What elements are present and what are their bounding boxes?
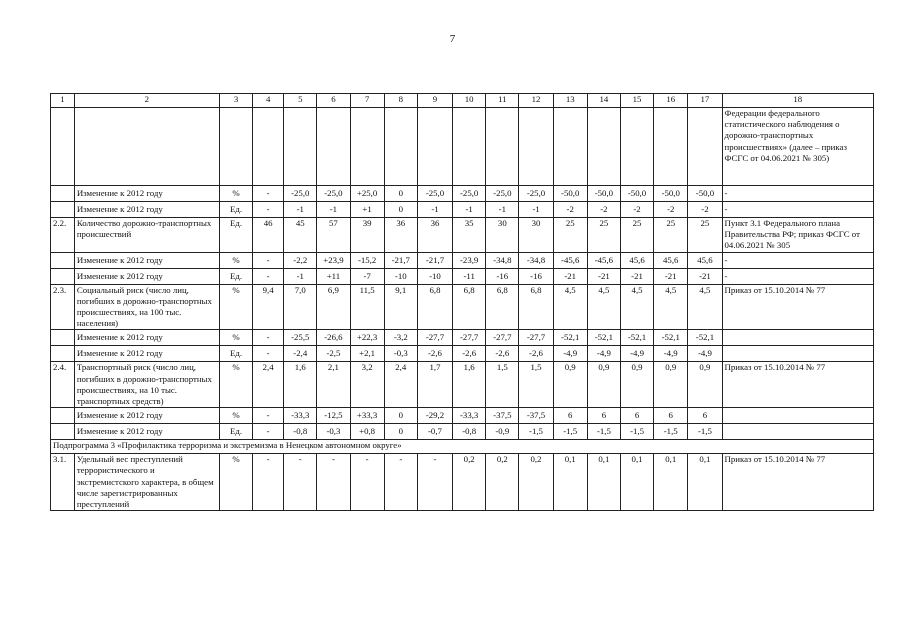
value-cell: +11: [317, 268, 350, 284]
value-cell: -1: [486, 202, 519, 218]
change-row: [51, 268, 874, 284]
value-cell: -0,8: [284, 424, 317, 440]
value-cell: -2,2: [284, 252, 317, 268]
empty-cell: [350, 108, 384, 186]
value-cell: 4,5: [654, 284, 688, 330]
indicator-number: 3.1.: [51, 454, 75, 511]
indicator-unit: %: [219, 454, 252, 511]
value-cell: 6,8: [417, 284, 452, 330]
value-cell: -7: [350, 268, 384, 284]
indicator-name: Изменение к 2012 году: [74, 186, 219, 202]
value-cell: -: [253, 408, 284, 424]
value-cell: -1,5: [688, 424, 722, 440]
header-cell: 6: [317, 94, 350, 108]
value-cell: -25,0: [417, 186, 452, 202]
value-cell: +2,1: [350, 346, 384, 362]
value-cell: -0,9: [486, 424, 519, 440]
value-cell: 7,0: [284, 284, 317, 330]
value-cell: -50,0: [620, 186, 653, 202]
value-cell: 46: [253, 218, 284, 253]
source-cell: [722, 424, 873, 440]
value-cell: -: [384, 454, 417, 511]
indicator-name: Изменение к 2012 году: [74, 424, 219, 440]
value-cell: 1,6: [284, 362, 317, 408]
value-cell: -16: [486, 268, 519, 284]
source-cell: Приказ от 15.10.2014 № 77: [722, 284, 873, 330]
value-cell: -2,4: [284, 346, 317, 362]
value-cell: 1,5: [486, 362, 519, 408]
value-cell: 0,9: [587, 362, 620, 408]
indicator-name: Количество дорожно-транспортных происшествий: [74, 218, 219, 253]
value-cell: +1: [350, 202, 384, 218]
value-cell: -27,7: [519, 330, 553, 346]
indicator-row: [51, 218, 874, 253]
header-cell: 12: [519, 94, 553, 108]
value-cell: -1,5: [553, 424, 587, 440]
empty-cell: [486, 108, 519, 186]
value-cell: 6,8: [486, 284, 519, 330]
change-row: [51, 202, 874, 218]
header-cell: 4: [253, 94, 284, 108]
indicator-unit: Ед.: [219, 346, 252, 362]
header-cell: 10: [453, 94, 486, 108]
header-cell: 15: [620, 94, 653, 108]
value-cell: 1,6: [453, 362, 486, 408]
value-cell: -50,0: [688, 186, 722, 202]
header-cell: 8: [384, 94, 417, 108]
indicator-row: [51, 362, 874, 408]
indicator-number: [51, 346, 75, 362]
value-cell: -1: [284, 268, 317, 284]
empty-cell: [74, 108, 219, 186]
value-cell: 35: [453, 218, 486, 253]
header-cell: 18: [722, 94, 873, 108]
indicator-name: Социальный риск (число лиц, погибших в дорожно-транспортных происшествиях, на 100 тыс. населения): [74, 284, 219, 330]
empty-cell: [587, 108, 620, 186]
value-cell: -0,7: [417, 424, 452, 440]
value-cell: -0,8: [453, 424, 486, 440]
value-cell: 6: [587, 408, 620, 424]
value-cell: -37,5: [486, 408, 519, 424]
value-cell: -10: [384, 268, 417, 284]
value-cell: -: [253, 330, 284, 346]
value-cell: -50,0: [587, 186, 620, 202]
value-cell: -21: [654, 268, 688, 284]
indicator-row: [51, 454, 874, 511]
value-cell: -2: [587, 202, 620, 218]
indicator-number: [51, 186, 75, 202]
value-cell: 6: [654, 408, 688, 424]
value-cell: 36: [417, 218, 452, 253]
value-cell: 3,2: [350, 362, 384, 408]
change-row: [51, 330, 874, 346]
value-cell: -21,7: [384, 252, 417, 268]
value-cell: 0,2: [519, 454, 553, 511]
header-cell: 11: [486, 94, 519, 108]
value-cell: 6: [620, 408, 653, 424]
value-cell: 2,1: [317, 362, 350, 408]
header-cell: 1: [51, 94, 75, 108]
indicator-number: [51, 252, 75, 268]
value-cell: 30: [519, 218, 553, 253]
value-cell: -: [253, 186, 284, 202]
value-cell: -2: [553, 202, 587, 218]
value-cell: -: [253, 268, 284, 284]
value-cell: -1: [317, 202, 350, 218]
value-cell: 0,1: [620, 454, 653, 511]
value-cell: -27,7: [417, 330, 452, 346]
indicator-row: [51, 284, 874, 330]
value-cell: -: [253, 202, 284, 218]
value-cell: -27,7: [453, 330, 486, 346]
value-cell: 0,1: [688, 454, 722, 511]
value-cell: -2,6: [486, 346, 519, 362]
source-cell: [722, 408, 873, 424]
value-cell: 25: [688, 218, 722, 253]
header-cell: 14: [587, 94, 620, 108]
empty-cell: [417, 108, 452, 186]
change-row: [51, 186, 874, 202]
value-cell: -25,0: [317, 186, 350, 202]
value-cell: 0: [384, 424, 417, 440]
value-cell: 9,4: [253, 284, 284, 330]
indicator-unit: Ед.: [219, 202, 252, 218]
value-cell: -0,3: [384, 346, 417, 362]
value-cell: 0: [384, 186, 417, 202]
value-cell: 6: [688, 408, 722, 424]
header-cell: 2: [74, 94, 219, 108]
value-cell: -50,0: [553, 186, 587, 202]
indicator-name: Изменение к 2012 году: [74, 252, 219, 268]
empty-cell: [620, 108, 653, 186]
value-cell: +23,9: [317, 252, 350, 268]
header-cell: 17: [688, 94, 722, 108]
value-cell: 4,5: [587, 284, 620, 330]
header-cell: 16: [654, 94, 688, 108]
empty-cell: [384, 108, 417, 186]
empty-cell: [553, 108, 587, 186]
value-cell: -1: [284, 202, 317, 218]
value-cell: -: [253, 454, 284, 511]
value-cell: +0,8: [350, 424, 384, 440]
source-cell: Приказ от 15.10.2014 № 77: [722, 454, 873, 511]
value-cell: -1: [453, 202, 486, 218]
value-cell: -2: [688, 202, 722, 218]
value-cell: -11: [453, 268, 486, 284]
empty-cell: [51, 108, 75, 186]
source-cell: Приказ от 15.10.2014 № 77: [722, 362, 873, 408]
indicator-number: [51, 202, 75, 218]
value-cell: -1,5: [620, 424, 653, 440]
value-cell: 45,6: [620, 252, 653, 268]
value-cell: -1: [417, 202, 452, 218]
value-cell: -: [350, 454, 384, 511]
indicator-unit: Ед.: [219, 424, 252, 440]
value-cell: 9,1: [384, 284, 417, 330]
value-cell: -12,5: [317, 408, 350, 424]
indicator-unit: Ед.: [219, 268, 252, 284]
indicator-unit: Ед.: [219, 218, 252, 253]
header-row: [51, 94, 874, 108]
header-cell: 7: [350, 94, 384, 108]
value-cell: -23,9: [453, 252, 486, 268]
value-cell: 0,9: [688, 362, 722, 408]
value-cell: -16: [519, 268, 553, 284]
value-cell: -21: [553, 268, 587, 284]
value-cell: -1,5: [519, 424, 553, 440]
source-cell: -: [722, 186, 873, 202]
value-cell: -2,5: [317, 346, 350, 362]
value-cell: -37,5: [519, 408, 553, 424]
indicator-unit: %: [219, 284, 252, 330]
value-cell: 45,6: [688, 252, 722, 268]
page-number: 7: [449, 33, 456, 45]
source-cell: -: [722, 252, 873, 268]
value-cell: -21: [620, 268, 653, 284]
source-note: Федерации федерального статистического наблюдения о дорожно-транспортных происшествиях» (далее – приказ ФСГС от 04.06.2021 № 305): [722, 108, 873, 186]
value-cell: -3,2: [384, 330, 417, 346]
empty-cell: [519, 108, 553, 186]
value-cell: -25,0: [519, 186, 553, 202]
change-row: [51, 408, 874, 424]
indicator-name: Изменение к 2012 году: [74, 408, 219, 424]
indicator-number: [51, 268, 75, 284]
empty-cell: [253, 108, 284, 186]
value-cell: 57: [317, 218, 350, 253]
value-cell: -52,1: [688, 330, 722, 346]
value-cell: -4,9: [620, 346, 653, 362]
value-cell: 0,1: [654, 454, 688, 511]
value-cell: -34,8: [519, 252, 553, 268]
value-cell: -21,7: [417, 252, 452, 268]
value-cell: 6,8: [453, 284, 486, 330]
source-cell: -: [722, 202, 873, 218]
value-cell: -: [253, 346, 284, 362]
value-cell: 0,9: [654, 362, 688, 408]
indicator-number: [51, 424, 75, 440]
value-cell: -27,7: [486, 330, 519, 346]
value-cell: -4,9: [654, 346, 688, 362]
value-cell: -0,3: [317, 424, 350, 440]
value-cell: 6,8: [519, 284, 553, 330]
value-cell: -2: [654, 202, 688, 218]
value-cell: -29,2: [417, 408, 452, 424]
value-cell: 4,5: [688, 284, 722, 330]
indicator-name: Изменение к 2012 году: [74, 202, 219, 218]
indicator-unit: %: [219, 186, 252, 202]
value-cell: -: [417, 454, 452, 511]
indicator-unit: %: [219, 362, 252, 408]
value-cell: -: [284, 454, 317, 511]
continuation-row: [51, 108, 874, 186]
value-cell: 36: [384, 218, 417, 253]
value-cell: 25: [553, 218, 587, 253]
subprogram-title: Подпрограмма 3 «Профилактика терроризма и экстремизма в Ненецком автономном округе»: [51, 440, 874, 454]
empty-cell: [317, 108, 350, 186]
value-cell: -26,6: [317, 330, 350, 346]
value-cell: 0,1: [553, 454, 587, 511]
source-cell: Пункт 3.1 Федерального плана Правительства РФ; приказ ФСГС от 04.06.2021 № 305: [722, 218, 873, 253]
indicator-number: 2.3.: [51, 284, 75, 330]
empty-cell: [688, 108, 722, 186]
change-row: [51, 346, 874, 362]
indicator-name: Изменение к 2012 году: [74, 346, 219, 362]
value-cell: -2,6: [453, 346, 486, 362]
value-cell: -4,9: [587, 346, 620, 362]
value-cell: -25,0: [284, 186, 317, 202]
value-cell: +33,3: [350, 408, 384, 424]
value-cell: 45: [284, 218, 317, 253]
value-cell: -45,6: [553, 252, 587, 268]
value-cell: 6,9: [317, 284, 350, 330]
source-cell: -: [722, 268, 873, 284]
header-cell: 3: [219, 94, 252, 108]
indicators-table: [50, 93, 874, 511]
indicator-number: 2.4.: [51, 362, 75, 408]
subprogram-row: [51, 440, 874, 454]
value-cell: -: [317, 454, 350, 511]
indicator-unit: %: [219, 330, 252, 346]
value-cell: -1: [519, 202, 553, 218]
value-cell: -52,1: [620, 330, 653, 346]
header-cell: 5: [284, 94, 317, 108]
value-cell: +22,3: [350, 330, 384, 346]
value-cell: -: [253, 252, 284, 268]
value-cell: +25,0: [350, 186, 384, 202]
value-cell: -25,0: [453, 186, 486, 202]
header-cell: 9: [417, 94, 452, 108]
value-cell: 2,4: [253, 362, 284, 408]
indicator-name: Удельный вес преступлений террористического и экстремистского характера, в общем числе зарегистрированных преступлений: [74, 454, 219, 511]
indicator-number: 2.2.: [51, 218, 75, 253]
value-cell: -25,5: [284, 330, 317, 346]
value-cell: 1,7: [417, 362, 452, 408]
value-cell: 0,9: [620, 362, 653, 408]
change-row: [51, 252, 874, 268]
empty-cell: [654, 108, 688, 186]
header-cell: 13: [553, 94, 587, 108]
indicator-name: Транспортный риск (число лиц, погибших в дорожно-транспортных происшествиях, на 10 тыс. транспортных средств): [74, 362, 219, 408]
indicator-number: [51, 408, 75, 424]
value-cell: 0,2: [453, 454, 486, 511]
value-cell: 0: [384, 202, 417, 218]
value-cell: 6: [553, 408, 587, 424]
empty-cell: [453, 108, 486, 186]
value-cell: 0,9: [553, 362, 587, 408]
value-cell: 45,6: [654, 252, 688, 268]
value-cell: -1,5: [654, 424, 688, 440]
value-cell: -2,6: [417, 346, 452, 362]
value-cell: 30: [486, 218, 519, 253]
indicator-unit: %: [219, 408, 252, 424]
value-cell: 25: [654, 218, 688, 253]
value-cell: -21: [587, 268, 620, 284]
value-cell: -4,9: [688, 346, 722, 362]
value-cell: -10: [417, 268, 452, 284]
value-cell: 4,5: [553, 284, 587, 330]
value-cell: -50,0: [654, 186, 688, 202]
source-cell: [722, 330, 873, 346]
value-cell: -15,2: [350, 252, 384, 268]
change-row: [51, 424, 874, 440]
value-cell: -52,1: [553, 330, 587, 346]
value-cell: -33,3: [453, 408, 486, 424]
value-cell: -52,1: [654, 330, 688, 346]
indicator-unit: %: [219, 252, 252, 268]
value-cell: 0: [384, 408, 417, 424]
value-cell: -34,8: [486, 252, 519, 268]
value-cell: -21: [688, 268, 722, 284]
value-cell: 2,4: [384, 362, 417, 408]
value-cell: -2: [620, 202, 653, 218]
value-cell: 4,5: [620, 284, 653, 330]
value-cell: 25: [620, 218, 653, 253]
value-cell: 25: [587, 218, 620, 253]
empty-cell: [284, 108, 317, 186]
value-cell: 0,1: [587, 454, 620, 511]
value-cell: 0,2: [486, 454, 519, 511]
value-cell: -33,3: [284, 408, 317, 424]
source-cell: [722, 346, 873, 362]
indicator-name: Изменение к 2012 году: [74, 268, 219, 284]
value-cell: -25,0: [486, 186, 519, 202]
value-cell: 1,5: [519, 362, 553, 408]
value-cell: -52,1: [587, 330, 620, 346]
value-cell: -1,5: [587, 424, 620, 440]
value-cell: -2,6: [519, 346, 553, 362]
indicator-number: [51, 330, 75, 346]
indicator-name: Изменение к 2012 году: [74, 330, 219, 346]
value-cell: 39: [350, 218, 384, 253]
value-cell: 11,5: [350, 284, 384, 330]
value-cell: -: [253, 424, 284, 440]
empty-cell: [219, 108, 252, 186]
value-cell: -45,6: [587, 252, 620, 268]
value-cell: -4,9: [553, 346, 587, 362]
